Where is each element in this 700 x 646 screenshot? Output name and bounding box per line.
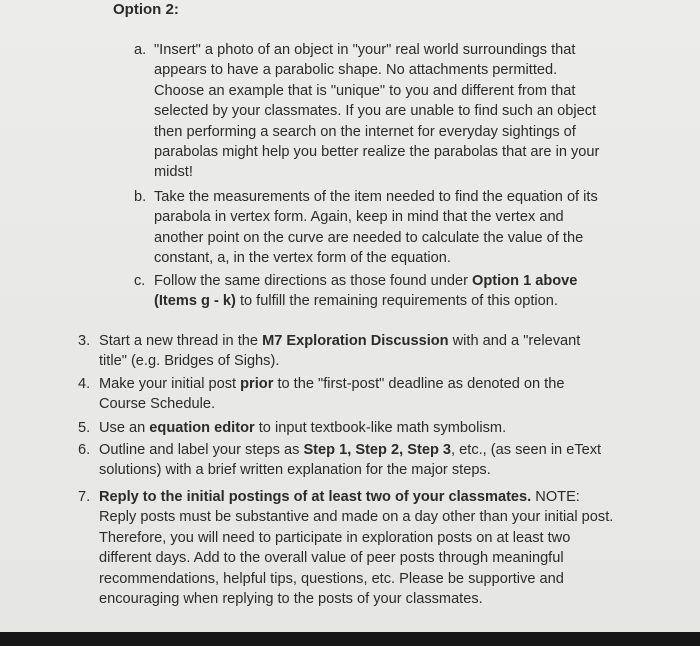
numbered-item-6-bold-1: Step 1, Step 2, Step 3	[303, 442, 452, 458]
sub-item-c-marker: c.	[134, 273, 146, 289]
numbered-item-3-bold-1: M7 Exploration Discussion	[262, 333, 449, 349]
sub-item-a-marker: a.	[134, 42, 147, 58]
numbered-item-7	[78, 487, 618, 609]
numbered-item-5	[78, 418, 608, 438]
numbered-item-7-text	[78, 487, 618, 609]
sub-item-b	[134, 187, 604, 269]
sub-item-a	[134, 40, 604, 183]
sub-item-c-text-3: to fulfill the remaining requirements of this option.	[235, 293, 558, 310]
numbered-item-7-bold-1: Reply to the initial postings of at least two of your classmates.	[99, 489, 532, 505]
numbered-item-5-text-2: to input textbook-like math symbolism.	[254, 420, 507, 436]
sub-item-c-text	[134, 271, 604, 312]
numbered-item-6-text-1: Outline and label your steps as	[99, 442, 304, 458]
sub-item-b-marker: b.	[134, 189, 147, 205]
option-2-heading: Option 2:	[113, 1, 179, 18]
numbered-item-6-text	[78, 440, 608, 481]
sub-item-c-bold-1: Option 1 above	[472, 273, 578, 289]
numbered-item-5-marker: 5.	[78, 420, 91, 436]
numbered-item-4-text-2: to the "first-post" deadline as denoted on the Course Schedule.	[99, 376, 565, 413]
numbered-item-3	[78, 331, 608, 372]
numbered-item-5-text-1: Use an	[99, 420, 150, 436]
numbered-item-4-text-1: Make your initial post	[99, 376, 241, 392]
numbered-item-3-marker: 3.	[78, 333, 91, 349]
sub-item-a-text: "Insert" a photo of an object in "your" real world surroundings that appears to have a parabolic shape. No attachments permitted. Choose an example that is "unique" to you and different from that selected by your classmates. If you are unable to find such an object then performing a search on the internet for everyday sightings of parabolas might help you better realize the parabolas that are in your midst!	[154, 42, 600, 181]
numbered-item-6-text-2: , etc., (as seen in eText solutions) with a brief written explanation for the major steps.	[99, 442, 602, 479]
numbered-item-4	[78, 374, 608, 415]
numbered-item-5-bold-1: equation editor	[149, 420, 255, 436]
sub-item-b-text: Take the measurements of the item needed to find the equation of its parabola in vertex form. Again, keep in mind that the vertex and another point on the curve are needed to calculate the value of the constant, a, in the vertex form of the equation.	[154, 189, 598, 267]
numbered-item-4-text	[78, 374, 608, 415]
numbered-item-7-marker: 7.	[78, 489, 91, 505]
numbered-item-7-text-1: NOTE: Reply posts must be substantive and made on a day other than your initial post. Therefore, you will need to participate in exploration posts on at least two different days. Add to the overall value of peer posts through meaningful recommendations, helpful tips, questions, etc. Please be supportive and encouraging when replying to the posts of your classmates.	[99, 489, 614, 608]
sub-item-c-text-1: Follow the same directions as those found under	[154, 273, 472, 289]
sub-item-c	[134, 271, 604, 312]
sub-item-c-bold-2: (Items g - k)	[154, 293, 236, 310]
numbered-item-6-marker: 6.	[78, 442, 91, 458]
numbered-item-3-text-2: with and a "relevant title" (e.g. Bridges of Sighs).	[99, 333, 581, 370]
numbered-item-3-text	[78, 331, 608, 372]
numbered-item-4-marker: 4.	[78, 376, 91, 392]
numbered-item-5-text	[78, 418, 608, 438]
bottom-edge-bar	[0, 632, 700, 646]
numbered-item-4-bold-1: prior	[240, 376, 274, 392]
numbered-item-3-text-1: Start a new thread in the	[99, 333, 263, 349]
numbered-item-6	[78, 440, 608, 481]
